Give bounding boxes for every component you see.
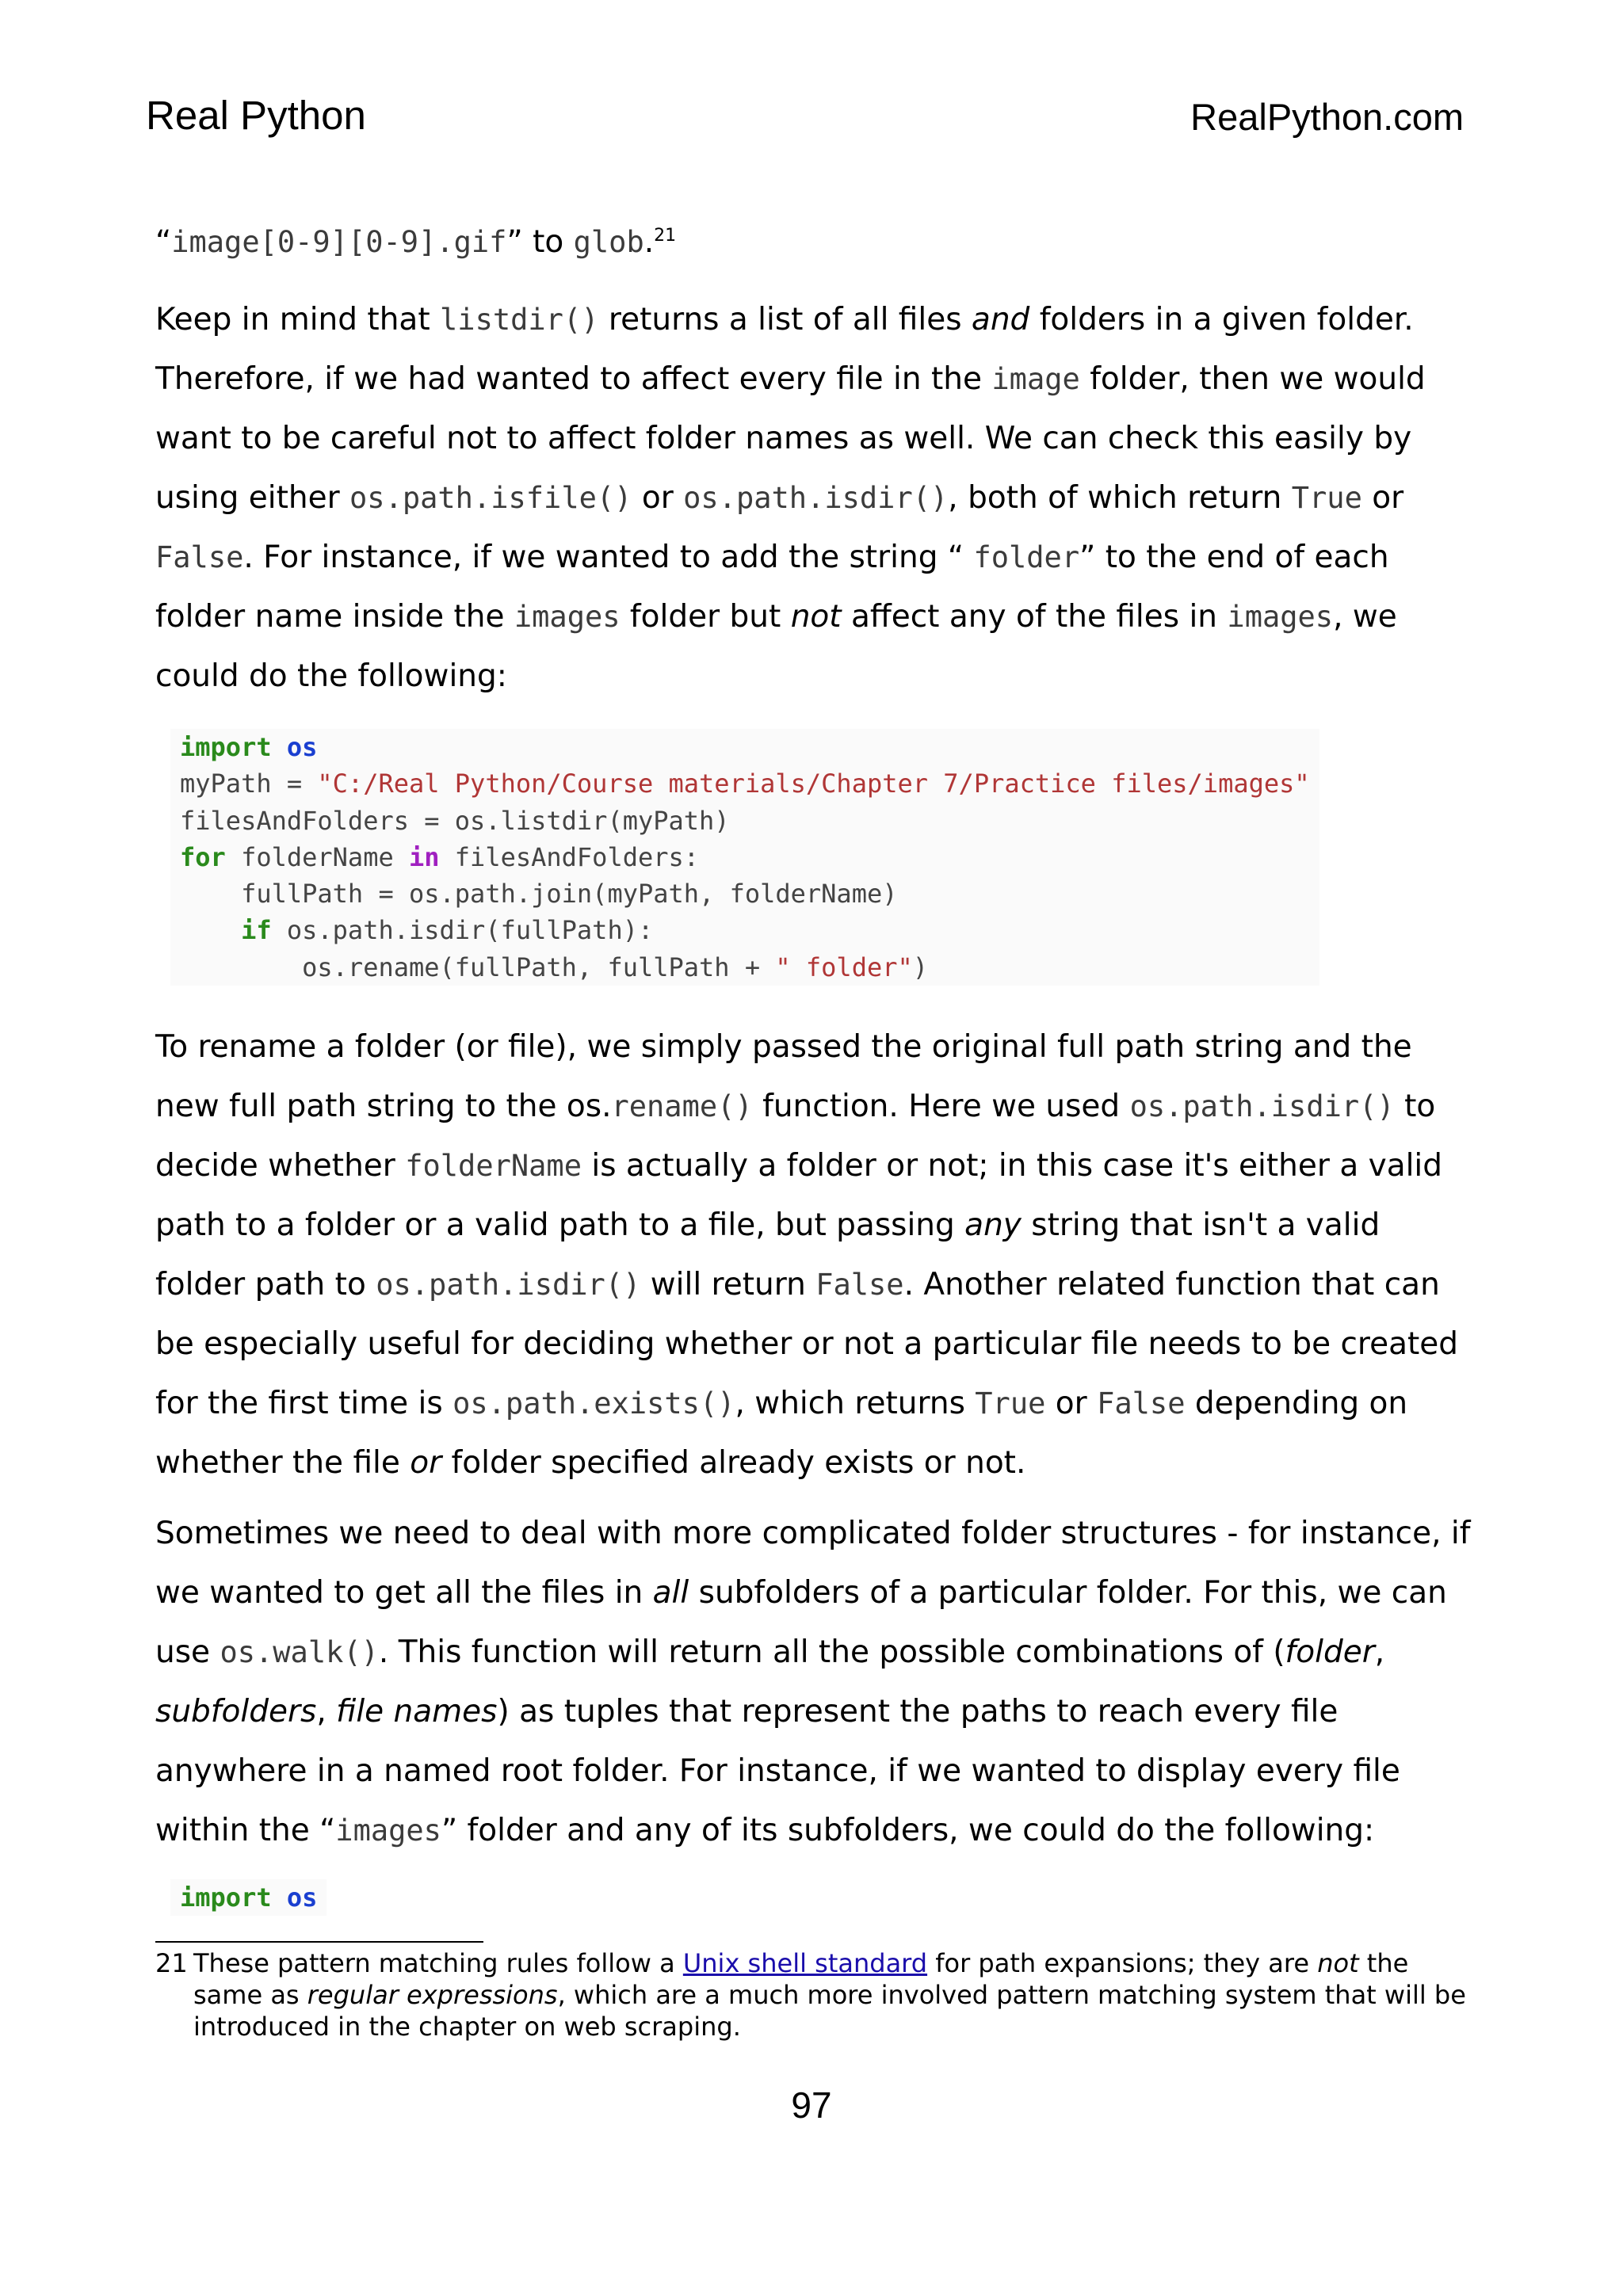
code-line: import os <box>180 1882 318 1913</box>
code-line: import os <box>180 732 318 762</box>
inline-code: glob <box>573 225 644 259</box>
paragraph-continuation: “image[0-9][0-9].gif” to glob.$^{21}$ <box>155 224 677 260</box>
paragraph-walk: Sometimes we need to deal with more complicated folder structures - for instance, if we wanted to get all the files in all subfolders of a particular folder. For this, we can use os.walk(). This function will return all the possible combinations of (folder, subfolders, file names) as tuples that represent the paths to reach every file anywhere in a named root folder. For instance, if we wanted to display every file within the “images” folder and any of its subfolders, we could do the following: <box>155 1516 1471 1848</box>
unix-shell-link[interactable]: Unix shell standard <box>682 1948 928 1978</box>
paragraph-listdir: Keep in mind that listdir() returns a list of all files and folders in a given folder. Therefore, if we had wanted to affect every file in the image folder, then we would want to be careful not to affect folder names as well. We can check this easily by using either os.path.isfile() or os.path.isdir(), both of which return True or False. For instance, if we wanted to add the string “ folder” to the end of each folder name inside the images folder but not affect any of the files in images, we could do the following: <box>155 302 1426 694</box>
paragraph-rename: To rename a folder (or file), we simply passed the original full path string and the new full path string to the os.rename() function. Here we used os.path.isdir() to decide whether folderName is actually a folder or not; in this case it's either a valid path to a folder or a valid path to a file, but passing any string that isn't a valid folder path to os.path.isdir() will return False. Another related function that can be especially useful for deciding whether or not a particular file needs to be created for the first time is os.path.exists(), which returns True or False depending on whether the file or folder specified already exists or not. <box>155 1029 1459 1481</box>
code-block <box>170 729 1319 986</box>
inline-code: image[0-9][0-9].gif <box>171 225 507 259</box>
code-line: os.rename(fullPath, fullPath + " folder") <box>180 952 929 982</box>
page-number: 97 <box>791 2084 832 2126</box>
code-line: myPath = "C:/Real Python/Course materials/Chapter 7/Practice files/images" <box>180 769 1310 799</box>
footnote-divider <box>155 1941 483 1943</box>
code-line: fullPath = os.path.join(myPath, folderName) <box>180 879 898 910</box>
header-site: RealPython.com <box>1190 96 1464 138</box>
code-line: filesAndFolders = os.listdir(myPath) <box>180 805 730 836</box>
code-line: if os.path.isdir(fullPath): <box>241 915 654 946</box>
code-block <box>170 1879 327 1916</box>
footnote-ref[interactable]: 21 <box>654 226 677 246</box>
footnote-number: 21 <box>155 1948 188 1978</box>
footnote: 21 These pattern matching rules follow a Unix shell standard for path expansions; they are not the same as regular expressions, which are a much more involved pattern matching system that will be introduced in the chapter on web scraping. <box>155 1948 1466 2042</box>
code-line: for folderName in filesAndFolders: <box>180 841 700 872</box>
header-title: Real Python <box>146 93 366 138</box>
